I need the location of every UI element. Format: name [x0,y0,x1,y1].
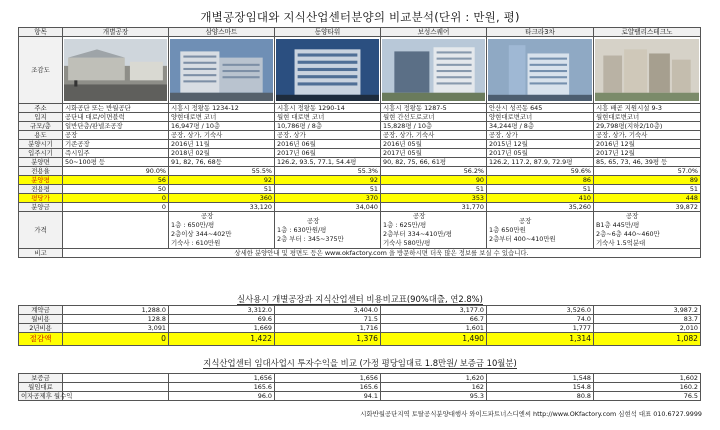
price-line: 1층 : 630만원/평 [277,225,327,234]
savings-value: 1,490 [381,333,487,346]
table-cell: 시흥 배곧 지원시설 9-3 [594,104,701,113]
table-cell: 1,656 [169,374,275,383]
price-line: 2층~6층 440~460만 [596,230,660,238]
savings-value: 0 [63,333,169,346]
price-line: 2층부터 400~410만원 [489,234,556,243]
row-label: 2년비용 [19,324,63,333]
row-label: 입지 [19,113,63,122]
price-cell [381,212,487,249]
row-label: 분양금 [19,203,63,212]
table-cell: 즉시입주 [63,149,169,158]
table-cell: 50 [63,185,169,194]
table-cell: 86 [487,176,594,185]
cost-comparison-table [18,305,701,346]
table-row [19,104,701,113]
table-cell: 기존공장 [63,140,169,149]
note-label: 비고 [19,249,63,258]
table-cell: 양현대로변 코너 [169,113,275,122]
table-row [19,306,701,315]
table-cell: 154.8 [487,383,594,392]
table-cell: 0 [63,203,169,212]
table-cell: 2016년 12월 [594,140,701,149]
table-cell: 2017년 12월 [594,149,701,158]
table-row [19,167,701,176]
photo-dongyang [275,37,381,104]
table-cell: 69.6 [169,315,275,324]
table-cell: 91, 82, 76, 68등 [169,158,275,167]
table-cell: 55.3% [275,167,381,176]
column-header: 보성스퀘어 [381,28,487,37]
price-line: 2층 부터 : 345~375만 [277,234,344,243]
table-cell [63,383,169,392]
table-cell [63,374,169,383]
table-cell: 3,987.2 [594,306,701,315]
price-line: 2층이상 344~402만 [171,230,232,238]
table-cell: 공장 [63,131,169,140]
price-line: 기숙사 580만/평 [383,239,431,247]
table-cell: 92 [169,176,275,185]
row-label: 분양시기 [19,140,63,149]
table-row [19,374,701,383]
table-cell: 0 [63,194,169,203]
table-cell: 2018년 02월 [169,149,275,158]
price-cell [487,212,594,249]
table-cell: 51 [381,185,487,194]
table-cell: 80.8 [487,392,594,401]
comparison-table [18,27,701,258]
table-cell: 55.5% [169,167,275,176]
table-cell: 1,288.0 [63,306,169,315]
table-cell: 165.6 [169,383,275,392]
row-label: 용도 [19,131,63,140]
table-cell: 90.0% [63,167,169,176]
table-row [19,383,701,392]
footer-contact: 시화반월공단지역 토탈공식분양대행사 와이드파트너스디엔씨 http://www.OKfactory.com 심현석 대표 010.6727.9999 [360,410,702,418]
price-cell [63,212,169,249]
price-line: 2층부터 334~410만/평 [383,230,452,238]
row-label: 월비용 [19,315,63,324]
table-row [19,392,701,401]
column-header: 동양타워 [275,28,381,37]
table-cell: 90, 82, 75, 66, 61평 [381,158,487,167]
table-cell: 50~100평 등 [63,158,169,167]
table-cell: 51 [275,185,381,194]
photo-royal [594,37,701,104]
table-cell: 2017년 06월 [275,149,381,158]
note-row [19,249,701,258]
row-label: 전용평 [19,185,63,194]
table-cell: 165.6 [275,383,381,392]
price-label: 가격 [19,212,63,249]
photo-boseong [381,37,487,104]
table-cell: 1,602 [594,374,701,383]
table-cell: 94.1 [275,392,381,401]
table-cell: 51 [169,185,275,194]
table-cell: 3,091 [63,324,169,333]
table-cell: 360 [169,194,275,203]
table-cell: 448 [594,194,701,203]
savings-value: 1,314 [487,333,594,346]
table-cell: 시흥시 정왕동 1290-14 [275,104,381,113]
price-line: 1층 : 625만/평 [383,221,427,229]
table-cell: 85, 65, 73, 46, 39평 등 [594,158,701,167]
price-line: 1층 : 650만/평 [171,221,215,229]
table-cell: 59.6% [487,167,594,176]
table-cell: 공장, 상가, 기숙사 [381,131,487,140]
photo-row [19,37,701,104]
header-row [19,28,701,37]
table-cell: 56.2% [381,167,487,176]
table-cell: 410 [487,194,594,203]
table-cell: 월현 간선도로코너 [381,113,487,122]
table-cell [63,392,169,401]
row-label: 규모/층 [19,122,63,131]
row-label: 이자공제후 월수익 [19,392,63,401]
price-line: 공장 [626,212,639,220]
table-cell: 3,177.0 [381,306,487,315]
table-cell: 1,601 [381,324,487,333]
table-cell: 66.7 [381,315,487,324]
table-cell: 126.2, 93.5, 77.1, 54.4평 [275,158,381,167]
investment-title: 지식산업센터 임대사업시 투자수익을 비교 (가정 평당임대료 1.8만원/ 보증금 10월분) [203,358,517,368]
table-cell: 71.5 [275,315,381,324]
table-cell: 89 [594,176,701,185]
price-cell [594,212,701,249]
table-cell: 2016년 11월 [169,140,275,149]
note-text: 상세한 분양안내 및 평면도 등은 www.okfactory.com 을 방문하시면 더욱 많은 정보를 보실 수 있습니다. [63,249,701,258]
table-row [19,149,701,158]
price-line: 1층 650만원 [489,225,526,234]
table-cell: 92 [275,176,381,185]
table-cell: 일반단층/판넬조공장 [63,122,169,131]
row-label: 계약금 [19,306,63,315]
table-cell: 96.0 [169,392,275,401]
price-cell [275,212,381,249]
photo-factory [63,37,169,104]
table-cell: 1,669 [169,324,275,333]
savings-value: 1,422 [169,333,275,346]
table-row [19,131,701,140]
table-cell: 39,872 [594,203,701,212]
table-cell: 공장, 상가, 기숙사 [594,131,701,140]
column-header: 개별공장 [63,28,169,37]
price-line: 공장 [201,212,214,220]
column-header: 타크라3차 [487,28,594,37]
table-cell: 1,656 [275,374,381,383]
table-cell: 353 [381,194,487,203]
table-cell: 33,120 [169,203,275,212]
table-cell: 공단내 대로/이면블럭 [63,113,169,122]
row-label: 보증금 [19,374,63,383]
row-label: 분양면 [19,158,63,167]
table-cell: 128.8 [63,315,169,324]
table-cell: 29,798평(지하2/10층) [594,122,701,131]
price-line: 공장 [413,212,426,220]
savings-value: 1,082 [594,333,701,346]
table-cell: 월현 대로변 코너 [275,113,381,122]
table-cell: 2017년 05월 [487,149,594,158]
photo-samyang [169,37,275,104]
price-row [19,212,701,249]
table-cell: 90 [381,176,487,185]
table-cell: 2016년 06월 [275,140,381,149]
row-label: 평당가 [19,194,63,203]
table-cell: 1,716 [275,324,381,333]
table-cell: 3,526.0 [487,306,594,315]
table-row [19,140,701,149]
row-label: 분양평 [19,176,63,185]
row-label: 입주시기 [19,149,63,158]
table-row [19,203,701,212]
table-cell: 83.7 [594,315,701,324]
table-cell: 57.0% [594,167,701,176]
savings-row [19,333,701,346]
table-cell: 시흥시 정왕동 1234-12 [169,104,275,113]
table-cell: 15,828평 / 10층 [381,122,487,131]
savings-label: 절감액 [19,333,63,346]
price-line: 기숙사 1.5억분대 [596,239,646,247]
table-cell: 월현대로변코너 [594,113,701,122]
table-cell: 10,786평 / 8층 [275,122,381,131]
table-cell: 95.3 [381,392,487,401]
table-row [19,194,701,203]
photo-label: 조감도 [19,37,63,104]
table-cell: 76.5 [594,392,701,401]
price-cell [169,212,275,249]
table-cell: 2017년 05월 [381,149,487,158]
table-row [19,122,701,131]
table-cell: 2,010 [594,324,701,333]
table-cell: 74.0 [487,315,594,324]
table-cell: 1,548 [487,374,594,383]
table-cell: 126.2, 117.2, 87.9, 72.9평 [487,158,594,167]
table-cell: 3,312.0 [169,306,275,315]
table-row [19,176,701,185]
table-cell: 34,040 [275,203,381,212]
table-cell: 56 [63,176,169,185]
table-cell: 2016년 05월 [381,140,487,149]
price-line: 공장 [519,216,532,225]
investment-table [18,373,701,401]
table-row [19,185,701,194]
cost-comparison-title: 실사용시 개별공장과 지식산업센터 비용비교표(90%대출, 연2.8%) [237,294,483,304]
price-line: 기숙사 : 610만원 [171,239,221,247]
table-cell: 안산시 성곡동 645 [487,104,594,113]
savings-value: 1,376 [275,333,381,346]
table-cell: 31,770 [381,203,487,212]
table-cell: 35,260 [487,203,594,212]
item-header: 항목 [19,28,63,37]
table-cell: 16,947평 / 10층 [169,122,275,131]
table-cell: 2015년 12월 [487,140,594,149]
table-cell: 160.2 [594,383,701,392]
table-cell: 51 [594,185,701,194]
table-cell: 162 [381,383,487,392]
table-cell: 1,777 [487,324,594,333]
table-cell: 시흥시 정왕동 1287-5 [381,104,487,113]
table-cell: 양현대로변코너 [487,113,594,122]
column-header: 삼양스마트 [169,28,275,37]
column-header: 로얄팰리스테크노 [594,28,701,37]
table-cell: 공장, 상가 [487,131,594,140]
photo-tacra [487,37,594,104]
table-cell: 공장, 상가, 기숙사 [169,131,275,140]
row-label: 주소 [19,104,63,113]
row-label: 전용율 [19,167,63,176]
table-cell: 공장, 상가 [275,131,381,140]
table-cell: 3,404.0 [275,306,381,315]
price-line: 공장 [307,216,320,225]
table-cell: 51 [487,185,594,194]
table-cell: 34,244평 / 8층 [487,122,594,131]
table-cell: 시화공단 또는 반월공단 [63,104,169,113]
table-row [19,315,701,324]
table-row [19,113,701,122]
table-row [19,324,701,333]
table-cell: 370 [275,194,381,203]
row-label: 월임대료 [19,383,63,392]
page-title: 개별공장임대와 지식산업센터분양의 비교분석(단위 : 만원, 평) [200,10,520,24]
table-row [19,158,701,167]
table-cell: 1,620 [381,374,487,383]
price-line: B1층 445만/평 [596,221,640,229]
